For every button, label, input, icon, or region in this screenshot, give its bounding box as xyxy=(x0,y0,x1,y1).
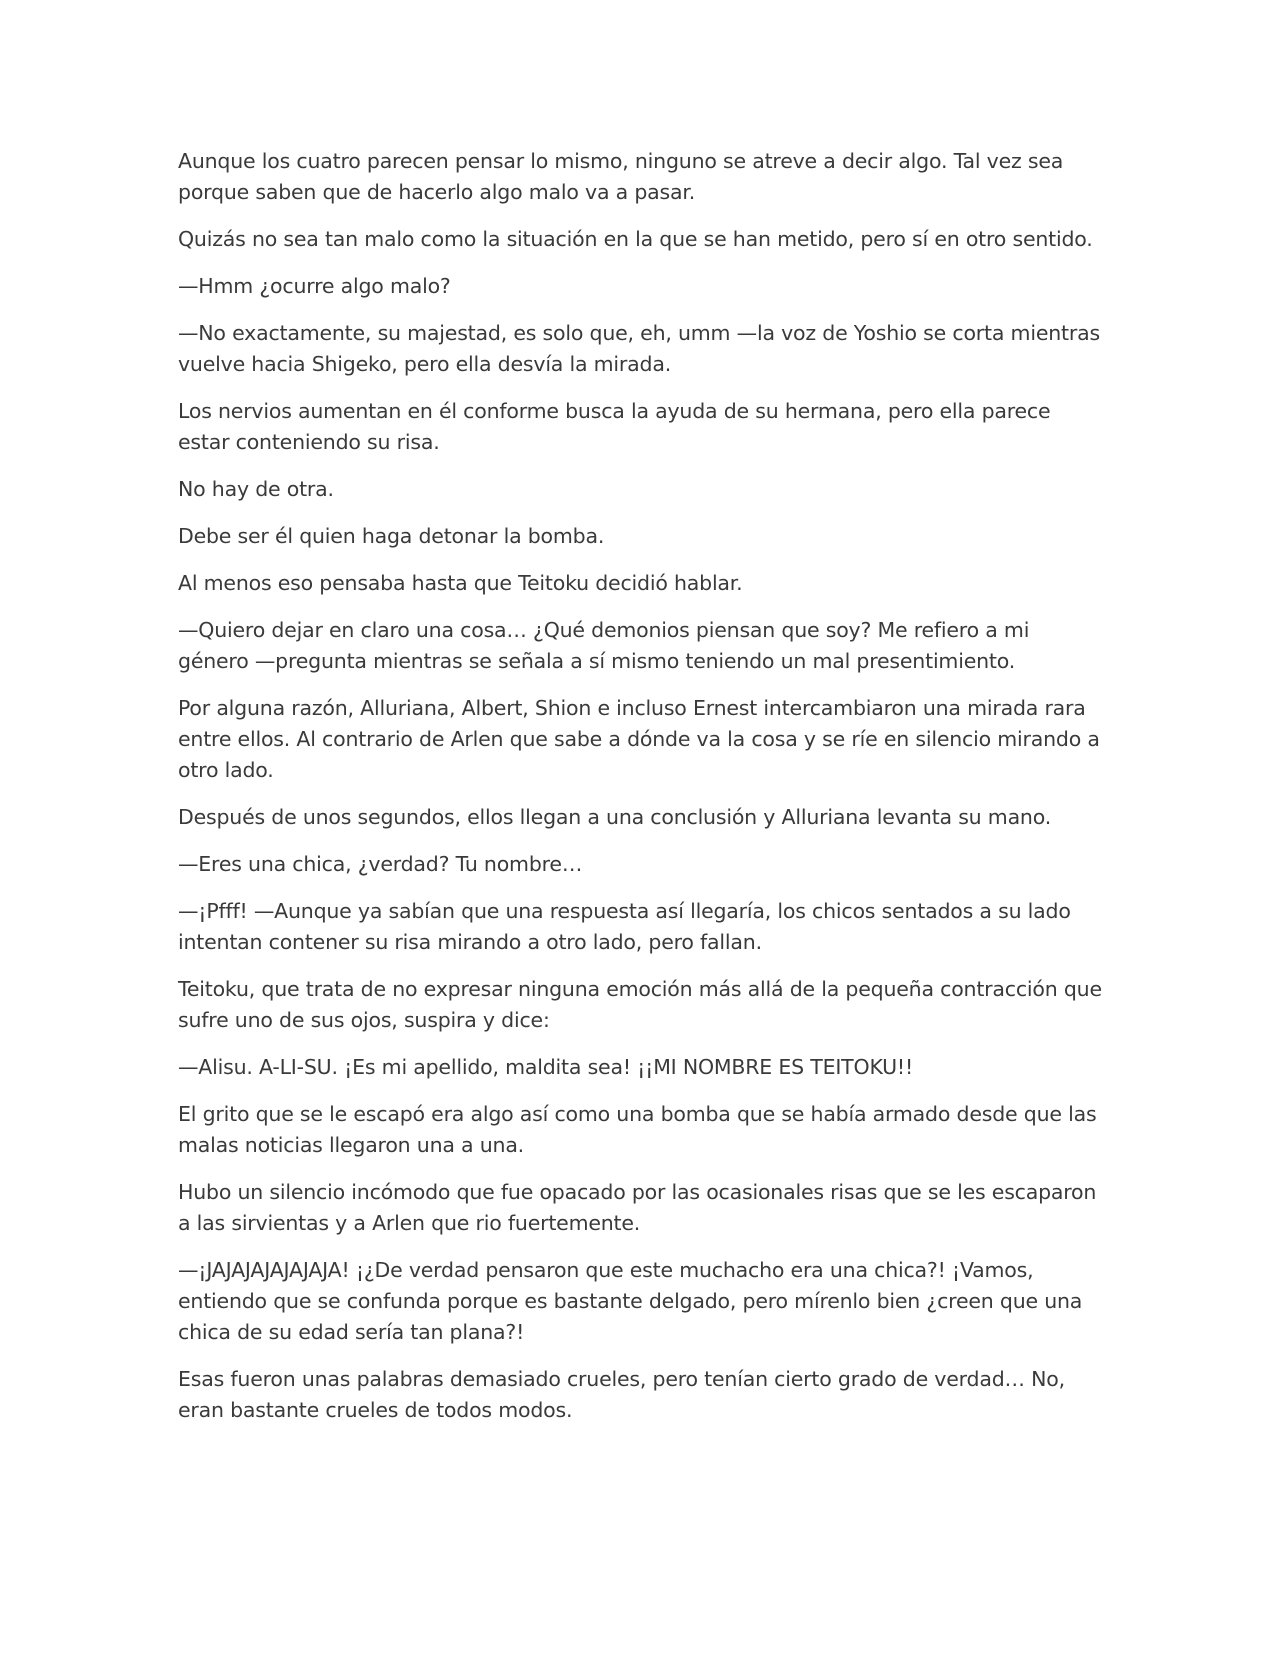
paragraph-7: Debe ser él quien haga detonar la bomba. xyxy=(178,524,605,548)
paragraph-13: —¡Pfff! —Aunque ya sabían que una respuesta así llegaría, los chicos sentados a su lado intentan contener su risa mirando a otro lado, pero fallan. xyxy=(178,899,1071,954)
document-page xyxy=(178,146,1106,1442)
paragraph-17: Hubo un silencio incómodo que fue opacado por las ocasionales risas que se les escaparon a las sirvientas y a Arlen que rio fuertemente. xyxy=(178,1180,1097,1235)
paragraph-16: El grito que se le escapó era algo así como una bomba que se había armado desde que las malas noticias llegaron una a una. xyxy=(178,1102,1097,1157)
paragraph-8: Al menos eso pensaba hasta que Teitoku decidió hablar. xyxy=(178,571,743,595)
paragraph-19: Esas fueron unas palabras demasiado crueles, pero tenían cierto grado de verdad… No, eran bastante crueles de todos modos. xyxy=(178,1367,1065,1422)
paragraph-9: —Quiero dejar en claro una cosa… ¿Qué demonios piensan que soy? Me refiero a mi género —pregunta mientras se señala a sí mismo teniendo un mal presentimiento. xyxy=(178,618,1030,673)
paragraph-3: —Hmm ¿ocurre algo malo? xyxy=(178,274,451,298)
paragraph-1: Aunque los cuatro parecen pensar lo mismo, ninguno se atreve a decir algo. Tal vez sea porque saben que de hacerlo algo malo va a pasar. xyxy=(178,149,1064,204)
paragraph-5: Los nervios aumentan en él conforme busca la ayuda de su hermana, pero ella parece estar conteniendo su risa. xyxy=(178,399,1051,454)
paragraph-18: —¡JAJAJAJAJAJAJA! ¡¿De verdad pensaron que este muchacho era una chica?! ¡Vamos, entiendo que se confunda porque es bastante delgado, pero mírenlo bien ¿creen que una chica de su edad sería tan plana?! xyxy=(178,1258,1083,1344)
paragraph-12: —Eres una chica, ¿verdad? Tu nombre… xyxy=(178,852,583,876)
paragraph-14: Teitoku, que trata de no expresar ninguna emoción más allá de la pequeña contracción que sufre uno de sus ojos, suspira y dice: xyxy=(178,977,1102,1032)
paragraph-11: Después de unos segundos, ellos llegan a una conclusión y Alluriana levanta su mano. xyxy=(178,805,1052,829)
paragraph-15: —Alisu. A-LI-SU. ¡Es mi apellido, maldita sea! ¡¡MI NOMBRE ES TEITOKU!! xyxy=(178,1055,913,1079)
paragraph-6: No hay de otra. xyxy=(178,477,334,501)
paragraph-4: —No exactamente, su majestad, es solo que, eh, umm —la voz de Yoshio se corta mientras vuelve hacia Shigeko, pero ella desvía la mirada. xyxy=(178,321,1100,376)
paragraph-2: Quizás no sea tan malo como la situación en la que se han metido, pero sí en otro sentido. xyxy=(178,227,1093,251)
paragraph-10: Por alguna razón, Alluriana, Albert, Shion e incluso Ernest intercambiaron una mirada rara entre ellos. Al contrario de Arlen que sabe a dónde va la cosa y se ríe en silencio mirando a otro lado. xyxy=(178,696,1100,782)
